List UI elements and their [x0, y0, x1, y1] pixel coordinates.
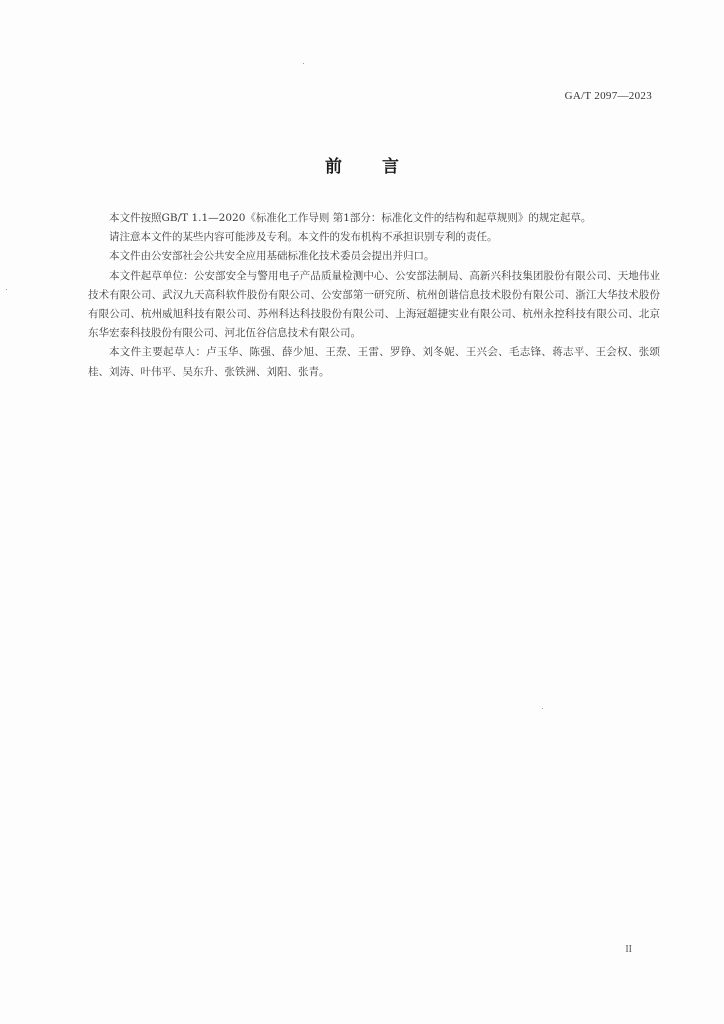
- scan-speck: [303, 63, 304, 64]
- page-title: 前言: [325, 157, 439, 177]
- foreword-body: [88, 209, 660, 382]
- paragraph-drafting-units: 本文件起草单位：公安部安全与警用电子产品质量检测中心、公安部法制局、高新兴科技集团股份有限公司、天地伟业技术有限公司、武汉九天高科软件股份有限公司、公安部第一研究所、杭州创谐信息技术股份有限公司、浙江大华技术股份有限公司、杭州威旭科技有限公司、苏州科达科技股份有限公司、上海冠超捷实业有限公司、杭州永控科技有限公司、北京东华宏泰科技股份有限公司、河北伍谷信息技术有限公司。: [88, 269, 660, 340]
- scan-speck: [542, 708, 543, 709]
- paragraph-patent-notice: 请注意本文件的某些内容可能涉及专利。本文件的发布机构不承担识别专利的责任。: [109, 231, 498, 244]
- paragraph-proposer: 本文件由公安部社会公共安全应用基础标准化技术委员会提出并归口。: [109, 250, 435, 263]
- standard-code: GA/T 2097—2023: [564, 90, 652, 102]
- page-number: II: [625, 944, 632, 955]
- scan-speck: [6, 289, 7, 290]
- paragraph-drafters: 本文件主要起草人：卢玉华、陈强、薛少旭、王焘、王雷、罗铮、刘冬妮、王兴会、毛志锋、蒋志平、王会权、张颂桂、刘涛、叶伟平、吴东升、张铁洲、刘阳、张青。: [88, 346, 660, 378]
- paragraph-drafting-rules: 本文件按照GB/T 1.1—2020《标准化工作导则 第1部分：标准化文件的结构和起草规则》的规定起草。: [109, 212, 592, 224]
